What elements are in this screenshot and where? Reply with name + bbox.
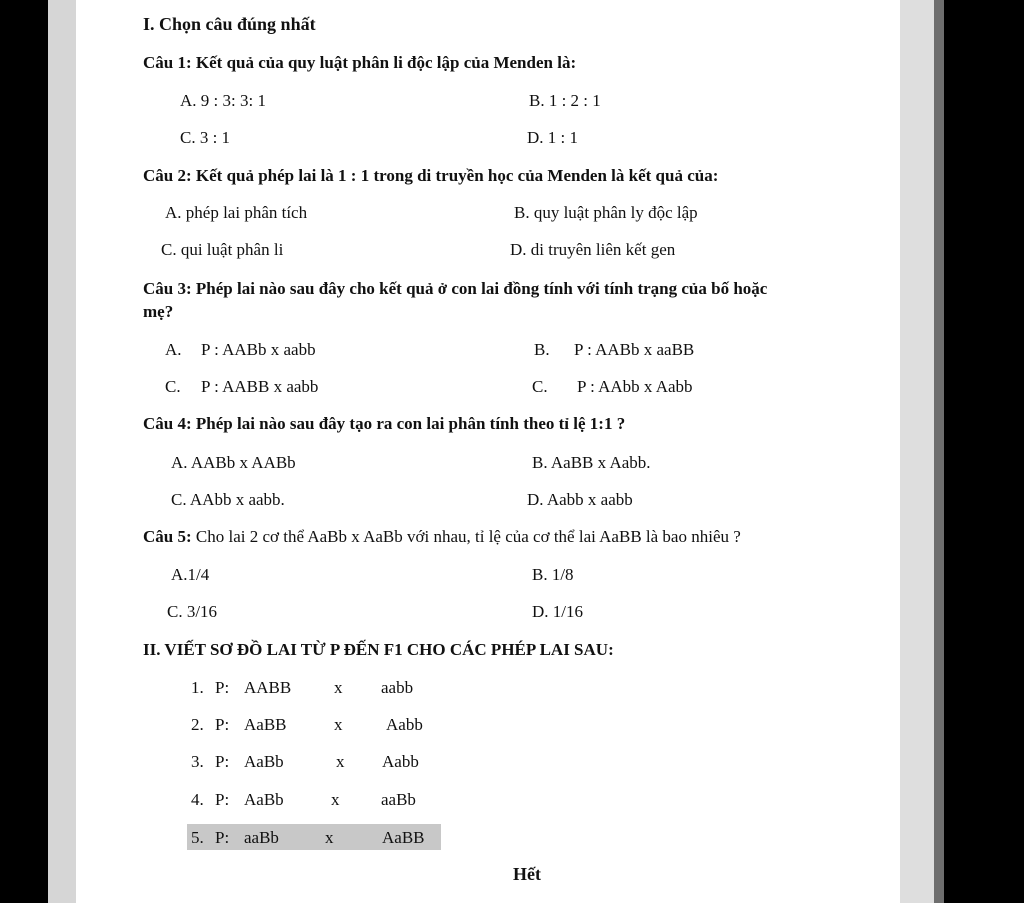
q4-option-b: B. AaBB x Aabb. xyxy=(532,453,651,472)
q1-option-c: C. 3 : 1 xyxy=(180,128,231,147)
cross-2-parent-b: Aabb xyxy=(386,715,423,734)
question-5 xyxy=(143,527,741,547)
q1-option-d: D. 1 : 1 xyxy=(527,128,578,147)
q3-option-d-letter: C. xyxy=(532,377,548,396)
right-margin xyxy=(900,0,934,903)
cross-1-p: P: xyxy=(215,678,230,697)
cross-1-x: x xyxy=(334,678,343,697)
cross-3-parent-b: Aabb xyxy=(382,752,419,771)
q2-option-d: D. di truyên liên kết gen xyxy=(510,240,676,259)
q5-option-b: B. 1/8 xyxy=(532,565,574,584)
question-4: Câu 4: Phép lai nào sau đây tạo ra con lai phân tính theo tỉ lệ 1:1 ? xyxy=(143,414,626,433)
q3-option-c-letter: C. xyxy=(165,377,181,396)
cross-1-number: 1. xyxy=(191,678,204,697)
q5-option-a: A.1/4 xyxy=(171,565,210,584)
cross-5-number: 5. xyxy=(191,828,204,847)
cross-5-p: P: xyxy=(215,828,230,847)
question-3-line2: mẹ? xyxy=(143,302,174,321)
q1-option-b: B. 1 : 2 : 1 xyxy=(529,91,601,110)
q4-option-c: C. AAbb x aabb. xyxy=(171,490,285,509)
cross-4-x: x xyxy=(331,790,340,809)
cross-4-parent-a: AaBb xyxy=(244,790,284,809)
section2-title: II. VIẾT SƠ ĐỒ LAI TỪ P ĐẾN F1 CHO CÁC PHÉP LAI SAU: xyxy=(143,640,614,659)
cross-4-parent-b: aaBb xyxy=(381,790,416,809)
q3-option-c-text: P : AABB x aabb xyxy=(201,377,319,396)
window-left-frame xyxy=(0,0,48,903)
cross-3-number: 3. xyxy=(191,752,204,771)
cross-3-parent-a: AaBb xyxy=(244,752,284,771)
cross-2-parent-a: AaBB xyxy=(244,715,287,734)
question-3-line1: Câu 3: Phép lai nào sau đây cho kết quả ở con lai đồng tính với tính trạng của bố hoặc xyxy=(143,279,768,298)
cross-2-number: 2. xyxy=(191,715,204,734)
q4-option-d: D. Aabb x aabb xyxy=(527,490,633,509)
q4-option-a: A. AABb x AABb xyxy=(171,453,296,472)
cross-5-parent-b: AaBB xyxy=(382,828,425,847)
q5-option-d: D. 1/16 xyxy=(532,602,583,621)
q1-option-a: A. 9 : 3: 3: 1 xyxy=(180,91,266,110)
window-right-frame xyxy=(944,0,1024,903)
section1-title: I. Chọn câu đúng nhất xyxy=(143,14,316,34)
cross-3-p: P: xyxy=(215,752,230,771)
cross-4-number: 4. xyxy=(191,790,204,809)
question-5-text: Cho lai 2 cơ thể AaBb x AaBb với nhau, tỉ lệ của cơ thể lai AaBB là bao nhiêu ? xyxy=(191,527,741,546)
question-5-label: Câu 5: xyxy=(143,527,192,546)
q2-option-b: B. quy luật phân ly độc lập xyxy=(514,203,698,222)
cross-1-parent-a: AABB xyxy=(244,678,292,697)
q3-option-b-letter: B. xyxy=(534,340,550,359)
left-margin xyxy=(48,0,76,903)
q2-option-c: C. qui luật phân li xyxy=(161,240,284,259)
cross-5-x: x xyxy=(325,828,334,847)
document-page xyxy=(76,0,900,903)
q3-option-a-letter: A. xyxy=(165,340,182,359)
question-2: Câu 2: Kết quả phép lai là 1 : 1 trong di truyền học của Menden là kết quả của: xyxy=(143,166,719,185)
q2-option-a: A. phép lai phân tích xyxy=(165,203,308,222)
vertical-scrollbar[interactable] xyxy=(934,0,944,903)
cross-1-parent-b: aabb xyxy=(381,678,414,697)
cross-2-p: P: xyxy=(215,715,230,734)
cross-2-x: x xyxy=(334,715,343,734)
q5-option-c: C. 3/16 xyxy=(167,602,218,621)
q3-option-b-text: P : AABb x aaBB xyxy=(574,340,695,359)
q3-option-a-text: P : AABb x aabb xyxy=(201,340,316,359)
end-label: Hết xyxy=(513,864,541,884)
q3-option-d-text: P : AAbb x Aabb xyxy=(577,377,693,396)
cross-5-parent-a: aaBb xyxy=(244,828,279,847)
cross-4-p: P: xyxy=(215,790,230,809)
cross-3-x: x xyxy=(336,752,345,771)
question-1: Câu 1: Kết quả của quy luật phân li độc lập của Menden là: xyxy=(143,53,577,72)
